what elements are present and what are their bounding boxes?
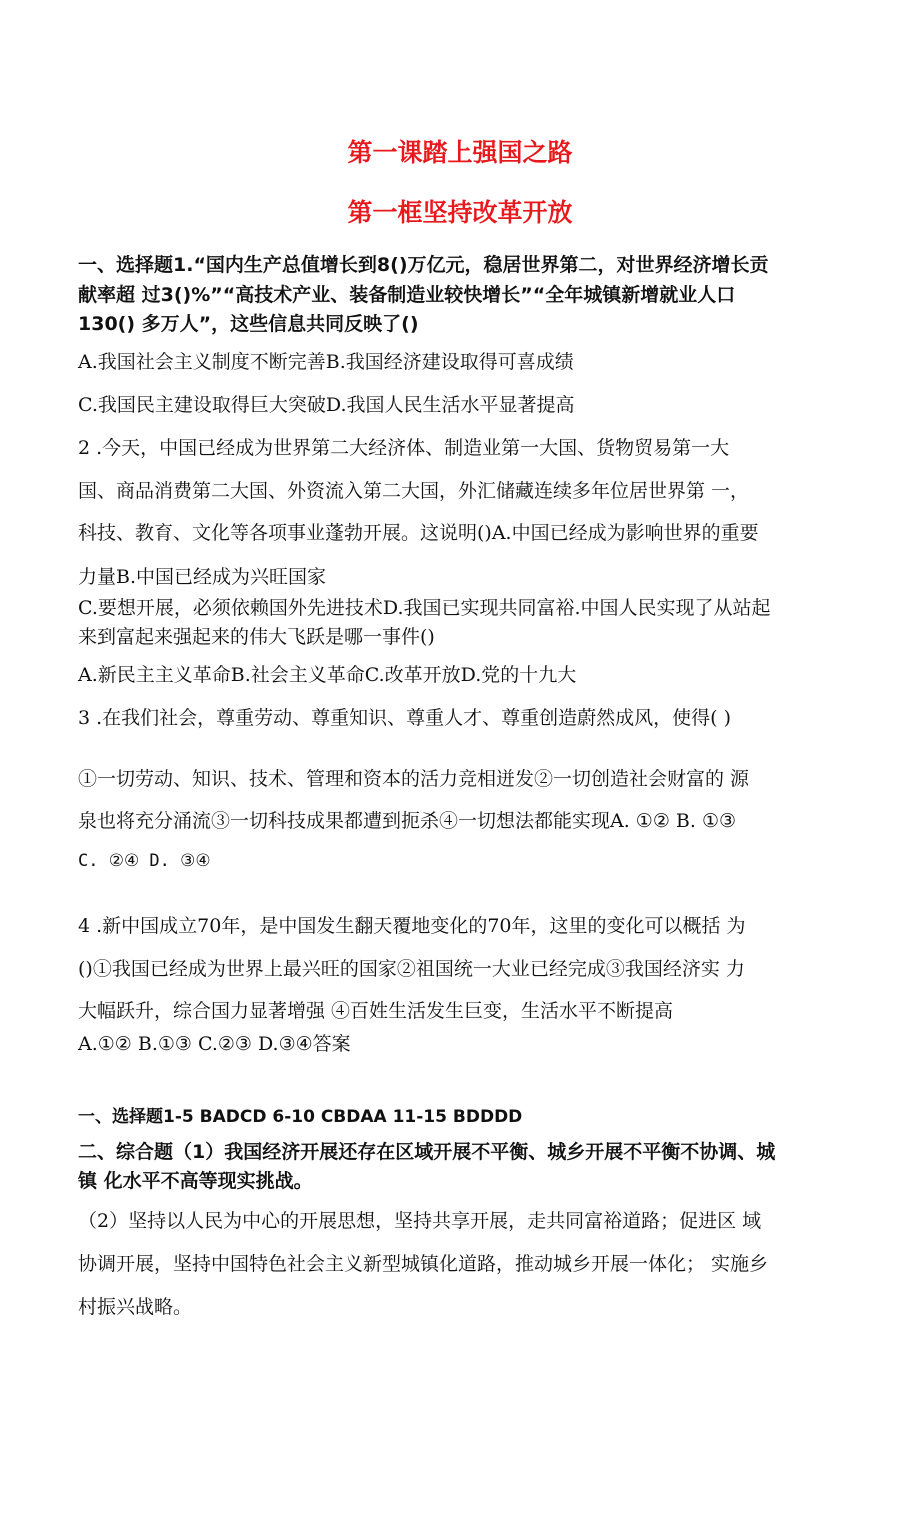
question-2-line-6: 来到富起来强起来的伟大飞跃是哪一事件() xyxy=(78,626,435,648)
question-4-options: A.①② B.①③ C.②③ D.③④答案 xyxy=(78,1033,351,1055)
question-2-options: A.新民主主义革命B.社会主义革命C.改革开放D.党的十九大 xyxy=(78,664,577,686)
question-3-options: C. ②④ D. ③④ xyxy=(78,851,211,871)
question-3-line-3: 泉也将充分涌流③一切科技成果都遭到扼杀④一切想法都能实现A. ①② B. ①③ xyxy=(78,810,737,832)
answer-essay-1-line-1: 二、综合题（1）我国经济开展还存在区域开展不平衡、城乡开展不平衡不协调、城 xyxy=(78,1141,776,1163)
question-1-line-1: 一、选择题1.“国内生产总值增长到8()万亿元，稳居世界第二，对世界经济增长贡 xyxy=(78,254,769,276)
question-1-options-cd: C.我国民主建设取得巨大突破D.我国人民生活水平显著提高 xyxy=(78,394,575,416)
answer-essay-2-line-2: 协调开展，坚持中国特色社会主义新型城镇化道路，推动城乡开展一体化； 实施乡 xyxy=(78,1253,769,1275)
answer-essay-2-line-1: （2）坚持以人民为中心的开展思想，坚持共享开展，走共同富裕道路；促进区 域 xyxy=(78,1210,762,1232)
question-3-line-2: ①一切劳动、知识、技术、管理和资本的活力竞相迸发②一切创造社会财富的 源 xyxy=(78,768,750,790)
question-2-line-5: C.要想开展，必须依赖国外先进技术D.我国已实现共同富裕.中国人民实现了从站起 xyxy=(78,597,771,619)
answer-essay-1-line-2: 镇 化水平不高等现实挑战。 xyxy=(78,1170,313,1192)
question-2-line-3: 科技、教育、文化等各项事业蓬勃开展。这说明()A.中国已经成为影响世界的重要 xyxy=(78,522,759,544)
question-1-line-2: 献率超 过3()%”“高技术产业、装备制造业较快增长”“全年城镇新增就业人口 xyxy=(78,284,736,306)
question-2-line-1: 2 .今天，中国已经成为世界第二大经济体、制造业第一大国、货物贸易第一大 xyxy=(78,437,730,459)
section-title: 第一框坚持改革开放 xyxy=(347,198,573,227)
lesson-title: 第一课踏上强国之路 xyxy=(347,138,573,167)
answer-choice-key: 一、选择题1-5 BADCD 6-10 CBDAA 11-15 BDDDD xyxy=(78,1107,523,1127)
question-4-line-1: 4 .新中国成立70年，是中国发生翻天覆地变化的70年，这里的变化可以概括 为 xyxy=(78,915,746,937)
question-2-line-2: 国、商品消费第二大国、外资流入第二大国，外汇储藏连续多年位居世界第 一， xyxy=(78,480,750,502)
question-4-line-2: ()①我国已经成为世界上最兴旺的国家②祖国统一大业已经完成③我国经济实 力 xyxy=(78,958,745,980)
question-1-options-ab: A.我国社会主义制度不断完善B.我国经济建设取得可喜成绩 xyxy=(78,351,574,373)
answer-essay-2-line-3: 村振兴战略。 xyxy=(78,1296,193,1318)
question-4-line-3: 大幅跃升，综合国力显著增强 ④百姓生活发生巨变，生活水平不断提高 xyxy=(78,1000,674,1022)
question-3-line-1: 3 .在我们社会，尊重劳动、尊重知识、尊重人才、尊重创造蔚然成风，使得( ) xyxy=(78,707,732,729)
question-1-line-3: 130() 多万人”，这些信息共同反映了() xyxy=(78,313,419,335)
question-2-line-4: 力量B.中国已经成为兴旺国家 xyxy=(78,566,327,588)
